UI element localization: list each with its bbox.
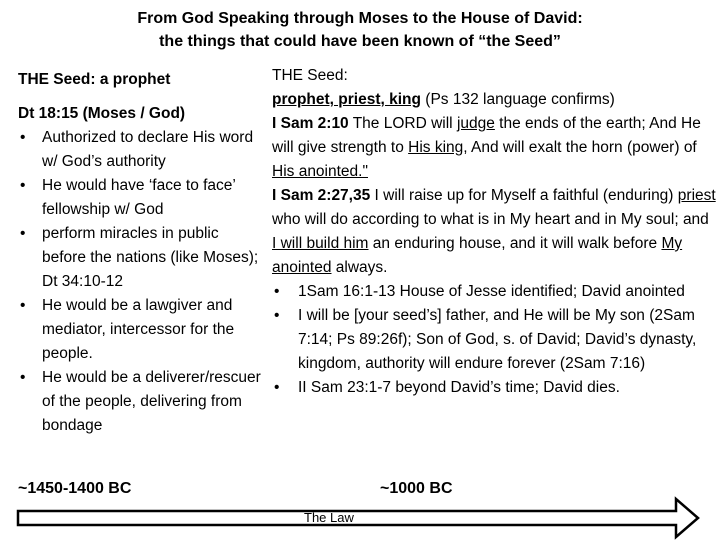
ppk-rest: (Ps 132 language confirms) (420, 91, 615, 108)
left-bullet-list (18, 126, 266, 438)
sam1-king: His king (408, 139, 464, 156)
sam1-text-a: The LORD will (348, 115, 457, 132)
timeline-arrow (0, 496, 720, 540)
sam2-ref: I Sam 2:27,35 (272, 187, 371, 204)
date-right: ~1000 BC (380, 480, 453, 497)
sam1-judge: judge (456, 115, 495, 132)
left-bullet-item: • He would be a lawgiver and mediator, intercessor for the people. (18, 294, 266, 366)
right-ppk-line (272, 88, 716, 112)
right-bullet-item: • I will be [your seed’s] father, and He will be My son (2Sam 7:14; Ps 89:26f); Son of God, s. of David; David’s dynasty, kingdom, authority will endure forever (2Sam 7:16) (272, 304, 716, 376)
title-line-2: the things that could have been known of “the Seed” (159, 33, 561, 50)
right-column (272, 64, 716, 400)
sam2-build: I will build him (272, 235, 369, 252)
sam2-text-a: I will raise up for Myself a faithful (enduring) (370, 187, 678, 204)
sam1-text-b: the ends of the earth; And He will give strength to (272, 115, 701, 156)
ppk-underlined: prophet, priest, king (272, 91, 421, 108)
right-heading: THE Seed: (272, 67, 348, 84)
left-bullet-item: • He would be a deliverer/rescuer of the people, delivering from bondage (18, 366, 266, 438)
slide-title (0, 7, 720, 53)
sam2-text-c: an enduring house, and it will walk before (368, 235, 662, 252)
date-left: ~1450-1400 BC (18, 480, 132, 497)
arrow-shape (18, 499, 698, 537)
sam2-paragraph (272, 184, 716, 280)
left-bullet-item: • Authorized to declare His word w/ God’s authority (18, 126, 266, 174)
timeline-arrow-graphic (0, 496, 720, 540)
sam1-anointed: His anointed." (272, 163, 368, 180)
timeline-label: The Law (304, 510, 354, 525)
sam2-priest: priest (677, 187, 716, 204)
left-heading: THE Seed: a prophet (18, 71, 171, 88)
left-subheading: Dt 18:15 (Moses / God) (18, 105, 186, 122)
right-bullet-list (272, 280, 716, 400)
right-bullet-item: • 1Sam 16:1-13 House of Jesse identified; David anointed (272, 280, 716, 304)
sam2-my-anointed: My anointed (272, 235, 683, 276)
left-bullet-item: • He would have ‘face to face’ fellowship w/ God (18, 174, 266, 222)
sam1-ref: I Sam 2:10 (272, 115, 349, 132)
left-column (18, 68, 266, 438)
sam1-text-c: , And will exalt the horn (power) of (463, 139, 697, 156)
sam2-text-b: who will do according to what is in My heart and in My soul; and (272, 211, 709, 228)
left-bullet-item: • perform miracles in public before the nations (like Moses); Dt 34:10-12 (18, 222, 266, 294)
title-line-1: From God Speaking through Moses to the House of David: (137, 10, 583, 27)
sam1-paragraph (272, 112, 716, 184)
right-bullet-item: • II Sam 23:1-7 beyond David’s time; David dies. (272, 376, 716, 400)
sam2-text-d: always. (331, 259, 388, 276)
